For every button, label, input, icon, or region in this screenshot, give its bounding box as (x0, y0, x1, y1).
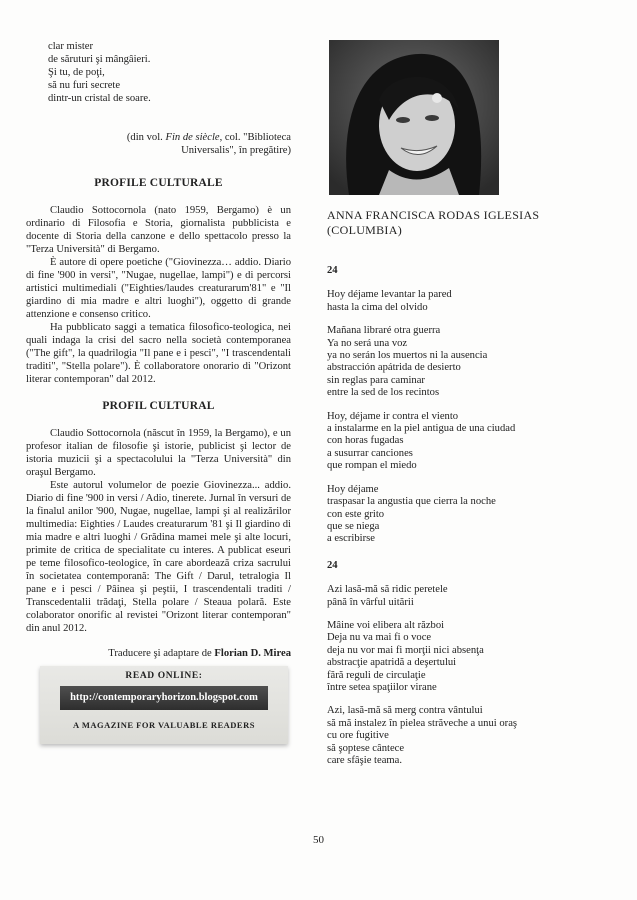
heading-romanian: PROFIL CULTURAL (102, 400, 215, 412)
stanza (327, 411, 612, 473)
poem-line: de săruturi şi mângâieri. (48, 54, 151, 65)
poem-line: Hoy, déjame ir contra el viento (327, 410, 459, 422)
poem-line: a escribirse (327, 533, 375, 545)
poem-line: până în vârful uitării (327, 596, 414, 608)
paragraph-italian: È autore di opere poetiche ("Giovinezza… addio. Diario di fine '900 in versi", "Nugae, nugellae, lampi") e di percorsi artistici multimediali ("Eighties/laudes creaturarum'81" e "Il giardino di mia madre e altri luoghi"), oggetto di grande attenzione e consenso critico. (26, 257, 291, 320)
left-column (26, 40, 291, 744)
poem-line: con este grito (327, 508, 385, 520)
poem-line: să şoptese cântece (327, 742, 405, 754)
paragraph-romanian: Claudio Sottocornola (născut în 1959, la Bergamo), e un profesor italian de filosofie şi istorie, publicist şi lector de istoria muzicii şi a spectacolului la "Terza Università" din oraşul Bergamo. (26, 428, 291, 478)
poem-line: Deja nu va mai fi o voce (327, 632, 432, 644)
poem-line: să mă instalez în pielea străveche a unui oraş (327, 717, 518, 729)
poem-line: între setea spaţiilor virane (327, 681, 437, 693)
poem-line: con horas fugadas (327, 435, 404, 447)
source-citation (26, 131, 291, 157)
translation-credit (26, 647, 291, 660)
poem-line: Azi, lasă-mă să merg contra vântului (327, 705, 483, 717)
poem-line: sin reglas para caminar (327, 374, 425, 386)
source-text: (din vol. (126, 132, 163, 143)
poem-line: que se niega (327, 520, 380, 532)
poem-line: Hoy déjame levantar la pared (327, 289, 452, 301)
paragraph-italian: Claudio Sottocornola (nato 1959, Bergamo) è un ordinario di Filosofia e Storia, giornalista pubblicista e docente di Storia della canzone e dello spettacolo presso la "Terza Università" di Bergamo. (26, 205, 291, 255)
poem-line: cu ore fugitive (327, 730, 389, 742)
translator-name: Florian D. Mirea (214, 648, 291, 659)
poem-line: ya no serán los muertos ni la ausencia (327, 350, 488, 362)
credit-prefix: Traducere şi adaptare de (108, 648, 212, 659)
page-number: 50 (313, 834, 324, 846)
poem-line: que rompan el miedo (327, 460, 417, 472)
stanza (327, 705, 612, 767)
poem-line: fără reguli de circulaţie (327, 669, 426, 681)
poem-section (327, 265, 612, 778)
poem-line: clar mister (48, 41, 94, 52)
banner-title: READ ONLINE: (125, 671, 203, 681)
poem-line: abstracţie apatridă a deşertului (327, 657, 457, 669)
poem-line: a susurrar canciones (327, 447, 413, 459)
poem-number: 24 (327, 265, 338, 276)
stanza (327, 325, 612, 399)
poem-line: hasta la cima del olvido (327, 301, 428, 313)
poem-top (48, 40, 291, 105)
poem-line: să nu furi secrete (48, 80, 121, 91)
stanza (327, 289, 612, 314)
poem-line: a instalarme en la piel antigua de una ciudad (327, 423, 516, 435)
poem-line: Azi lasă-mă să ridic peretele (327, 584, 448, 596)
poem-number: 24 (327, 559, 338, 571)
poem-line: Şi tu, de poţi, (48, 67, 105, 78)
poem-line: abstracción apátrida de desierto (327, 362, 461, 374)
poem-line: deja nu vor mai fi morţii nici absenţa (327, 644, 484, 656)
source-text: , col. "Biblioteca (219, 132, 291, 143)
author-name-line: ANNA FRANCISCA RODAS IGLESIAS (327, 208, 540, 222)
portrait-image (329, 40, 499, 195)
poem-line: Hoy déjame (327, 483, 379, 495)
poem-line: traspasar la angustia que cierra la noche (327, 496, 496, 508)
poem-line: dintr-un cristal de soare. (48, 93, 151, 104)
poem-line: Mâine voi elibera alt război (327, 619, 445, 631)
stanza (327, 584, 612, 609)
poem-line: Ya no será una voz (327, 337, 408, 349)
paragraph-italian: Ha pubblicato saggi a tematica filosofico-teologica, nei quali indaga la crisi del sacro nella società contemporanea ("The gift", la quadrilogia "Il pane e i pesci", "I trascendentali traditi", "Stella polare"). È collaboratore onorario di "Orizont literar contemporan" dal 2012. (26, 322, 291, 385)
poem-line: entre la sed de los recintos (327, 387, 440, 399)
banner-link[interactable]: http://contemporaryhorizon.blogspot.com (60, 686, 268, 710)
stanza (327, 484, 612, 546)
stanza (327, 620, 612, 694)
author-name (327, 208, 539, 238)
source-text: Universalis", în pregătire) (181, 145, 291, 156)
magazine-banner (40, 666, 288, 744)
heading-italian: PROFILE CULTURALE (94, 177, 223, 189)
poem-line: care sfâşie teama. (327, 755, 402, 766)
poem-line: Mañana libraré otra guerra (327, 325, 441, 337)
author-country: (COLUMBIA) (327, 223, 402, 237)
author-photo (329, 40, 499, 195)
source-title: Fin de siècle (165, 132, 220, 143)
banner-subtitle: A MAGAZINE FOR VALUABLE READERS (73, 720, 255, 730)
paragraph-romanian: Este autorul volumelor de poezie Giovinezza... addio. Diario di fine '900 in versi / Adio, tinerete. Jurnal în versuri de la finalul anilor '900, Nugae, nugellae, lampi şi al realizărilor multimedia: Eighties / Laudes creaturarum '81 şi Il giardino di mia madre e altri luoghi / Grădina mamei mele şi alte locuri, primite de critica de specialitate cu interes. A publicat eseuri pe teme filosofico-teologice, în care abordează criza sacrului în societatea contemporană: The Gift / Darul, tetralogia Il pane e i pesci / Pâinea şi peştii, I trascendentali traditi / Transcedentalii trădaţi, Stella polare / Steaua polară. Este colaborator onorific al revistei "Orizont literar contemporan" din anul 2012. (26, 480, 291, 634)
